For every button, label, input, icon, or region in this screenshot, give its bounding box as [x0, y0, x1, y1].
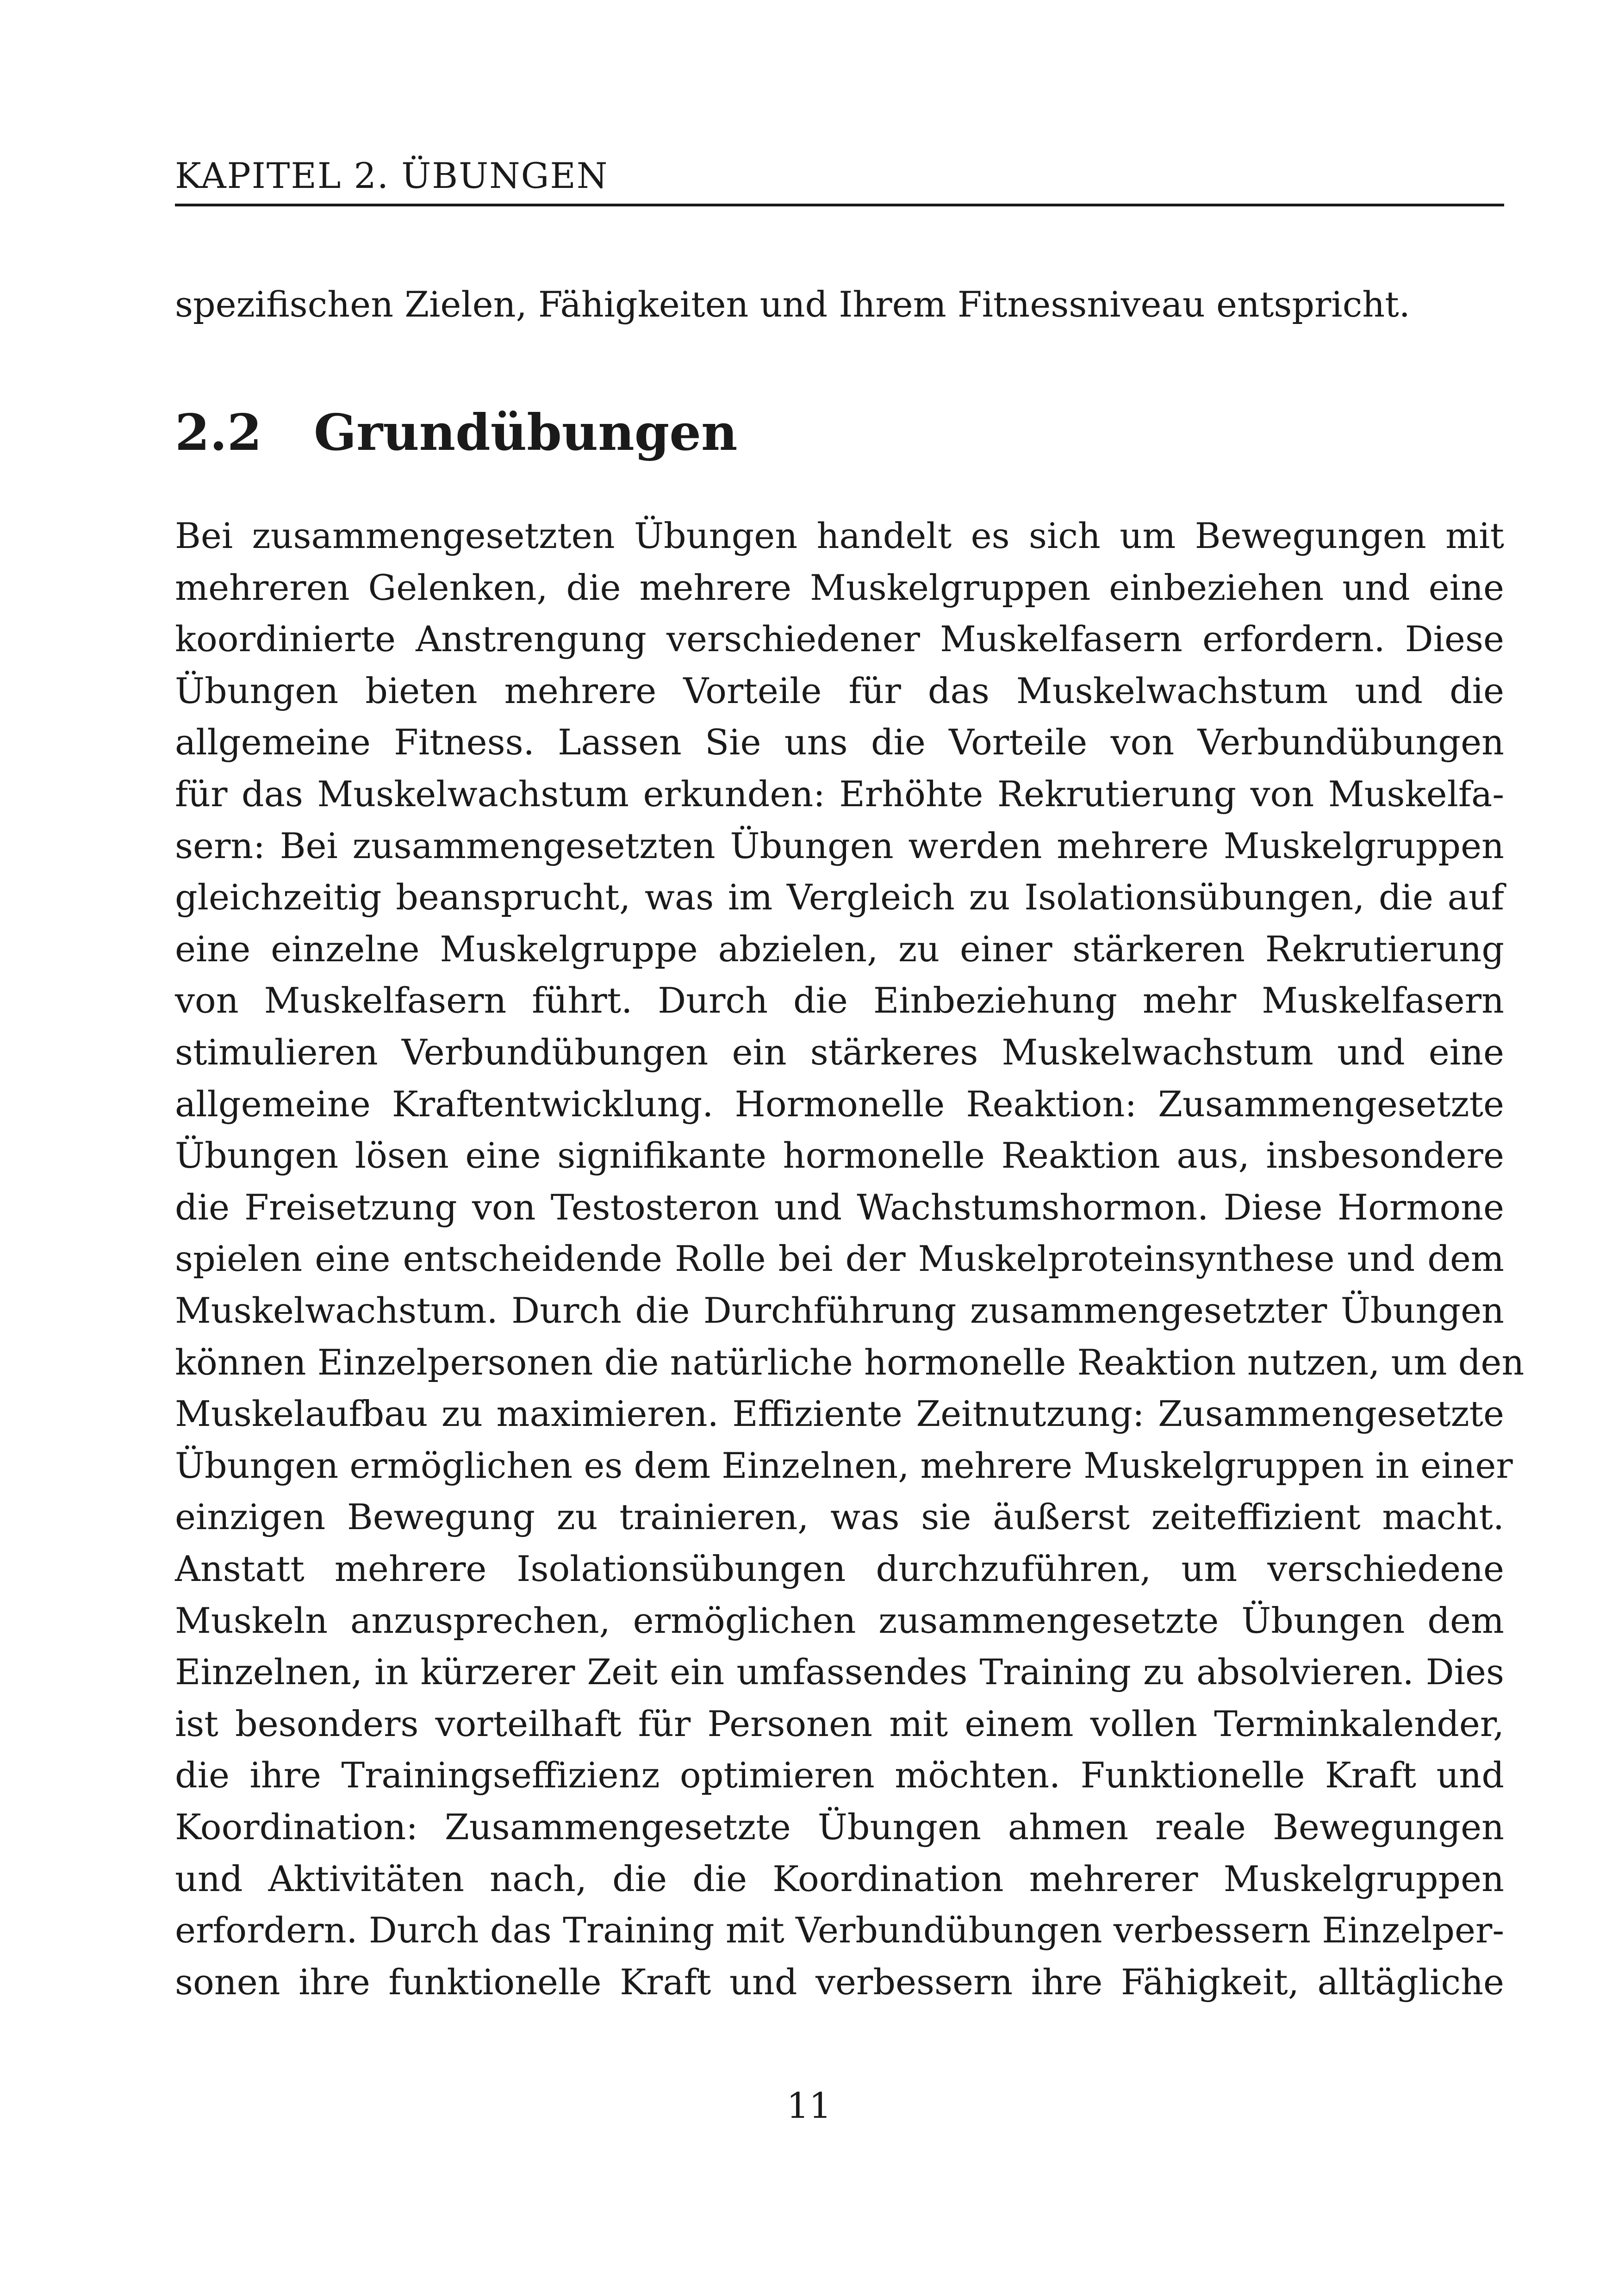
body-line: die Freisetzung von Testosteron und Wachstumshormon. Diese Hormone — [175, 1187, 1504, 1228]
body-line: koordinierte Anstrengung verschiedener Muskelfasern erfordern. Diese — [175, 618, 1504, 660]
body-line: Anstatt mehrere Isolationsübungen durchzuführen, um verschiedene — [175, 1548, 1504, 1589]
body-line: Muskeln anzusprechen, ermöglichen zusammengesetzte Übungen dem — [175, 1600, 1504, 1641]
body-line: für das Muskelwachstum erkunden: Erhöhte Rekrutierung von Muskelfa- — [175, 773, 1504, 815]
body-line: von Muskelfasern führt. Durch die Einbeziehung mehr Muskelfasern — [175, 980, 1504, 1021]
body-line: Übungen lösen eine signifikante hormonelle Reaktion aus, insbesondere — [175, 1135, 1504, 1176]
page-number: 11 — [786, 2085, 832, 2126]
body-line: allgemeine Fitness. Lassen Sie uns die Vorteile von Verbundübungen — [175, 722, 1504, 763]
header-rule — [175, 204, 1504, 206]
body-line: allgemeine Kraftentwicklung. Hormonelle Reaktion: Zusammengesetzte — [175, 1083, 1504, 1125]
body-line: sern: Bei zusammengesetzten Übungen werden mehrere Muskelgruppen — [175, 825, 1504, 866]
section-heading — [175, 398, 738, 467]
body-line: ist besonders vorteilhaft für Personen mit einem vollen Terminkalender, — [175, 1703, 1504, 1744]
body-line: Übungen ermöglichen es dem Einzelnen, mehrere Muskelgruppen in einer — [175, 1445, 1513, 1486]
continuation-line: spezifischen Zielen, Fähigkeiten und Ihrem Fitnessniveau entspricht. — [175, 284, 1410, 325]
body-line: Übungen bieten mehrere Vorteile für das Muskelwachstum und die — [175, 670, 1504, 711]
body-line: Muskelaufbau zu maximieren. Effiziente Zeitnutzung: Zusammengesetzte — [175, 1393, 1504, 1434]
body-line: und Aktivitäten nach, die die Koordination mehrerer Muskelgruppen — [175, 1858, 1504, 1899]
body-line: eine einzelne Muskelgruppe abzielen, zu einer stärkeren Rekrutierung — [175, 928, 1504, 970]
body-line: Muskelwachstum. Durch die Durchführung zusammengesetzter Übungen — [175, 1290, 1504, 1331]
running-header: KAPITEL 2. ÜBUNGEN — [175, 155, 609, 196]
body-line: erfordern. Durch das Training mit Verbundübungen verbessern Einzelper- — [175, 1910, 1504, 1951]
body-line: spielen eine entscheidende Rolle bei der Muskelproteinsynthese und dem — [175, 1238, 1504, 1279]
body-line: sonen ihre funktionelle Kraft und verbessern ihre Fähigkeit, alltägliche — [175, 1961, 1504, 2003]
body-line: einzigen Bewegung zu trainieren, was sie äußerst zeiteffizient macht. — [175, 1496, 1504, 1537]
section-number: 2.2 — [175, 404, 262, 462]
body-line: Bei zusammengesetzten Übungen handelt es sich um Bewegungen mit — [175, 515, 1504, 556]
body-line: können Einzelpersonen die natürliche hormonelle Reaktion nutzen, um den — [175, 1342, 1525, 1383]
body-line: Einzelnen, in kürzerer Zeit ein umfassendes Training zu absolvieren. Dies — [175, 1651, 1504, 1692]
body-line: stimulieren Verbundübungen ein stärkeres Muskelwachstum und eine — [175, 1032, 1504, 1073]
body-line: die ihre Trainingseffizienz optimieren möchten. Funktionelle Kraft und — [175, 1755, 1504, 1796]
body-line: Koordination: Zusammengesetzte Übungen ahmen reale Bewegungen — [175, 1806, 1504, 1848]
body-line: gleichzeitig beansprucht, was im Vergleich zu Isolationsübungen, die auf — [175, 877, 1504, 918]
section-title: Grundübungen — [314, 404, 738, 462]
body-line: mehreren Gelenken, die mehrere Muskelgruppen einbeziehen und eine — [175, 567, 1504, 608]
